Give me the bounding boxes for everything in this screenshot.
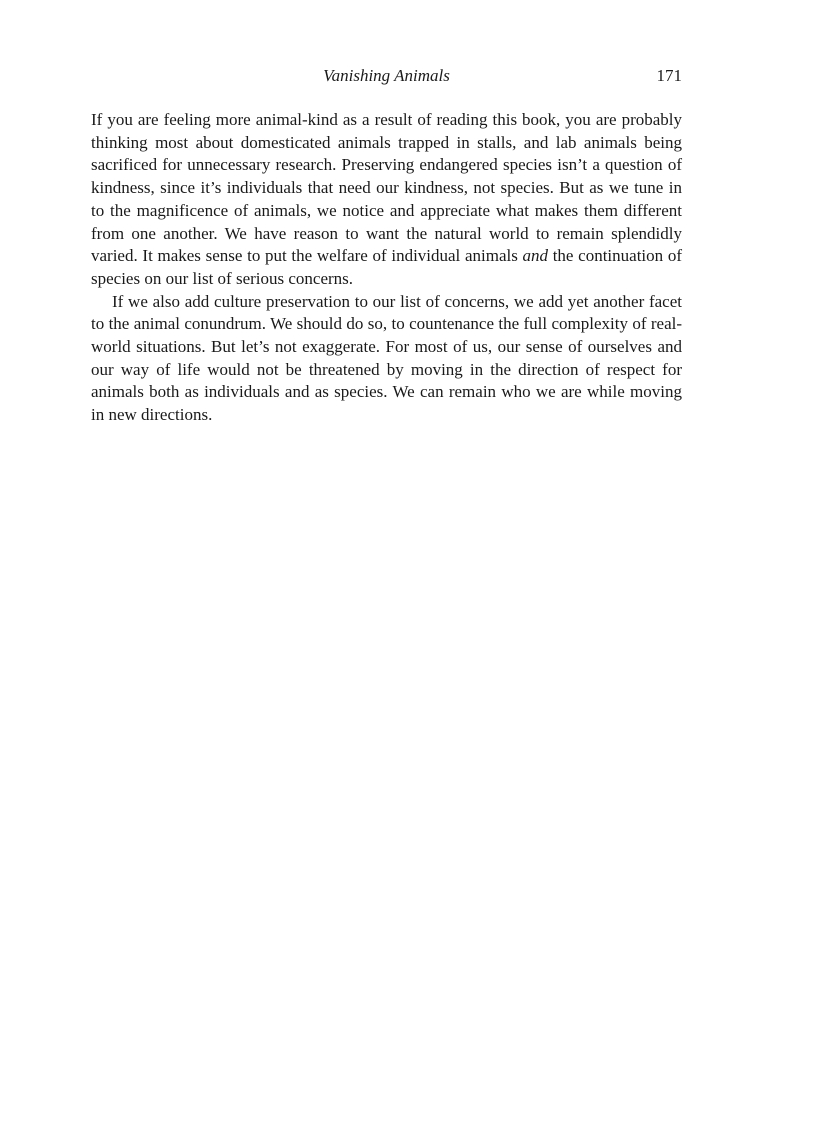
running-title: Vanishing Animals <box>323 66 450 85</box>
paragraph-1 <box>91 109 682 291</box>
paragraph-2: If we also add culture preservation to our list of concerns, we add yet another facet to the animal conundrum. We should do so, to countenance the full complexity of real-world situations. But let’s not exaggerate. For most of us, our sense of ourselves and our way of life would not be threatened by moving in the direction of respect for animals both as individuals and as species. We can remain who we are while moving in new directions. <box>91 291 682 425</box>
paragraph-1-text-after: the continuation of species on our list of serious concerns. <box>91 246 682 288</box>
paragraph-1-emphasis: and <box>522 246 549 266</box>
book-page <box>91 0 682 427</box>
body-text <box>91 109 682 427</box>
page-number: 171 <box>656 66 682 85</box>
paragraph-1-text-before: If you are feeling more animal-kind as a result of reading this book, you are probably thinking most about domesticated animals trapped in stalls, and lab animals being sacrificed for unnecessary research. Preserving endangered species isn’t a question of kindness, since it’s individuals that need our kindness, not species. But as we tune in to the magnificence of animals, we notice and appreciate what makes them different from one another. We have reason to want the natural world to remain splendidly varied. It makes sense to put the welfare of individual animals <box>91 110 682 266</box>
running-head <box>91 66 682 90</box>
